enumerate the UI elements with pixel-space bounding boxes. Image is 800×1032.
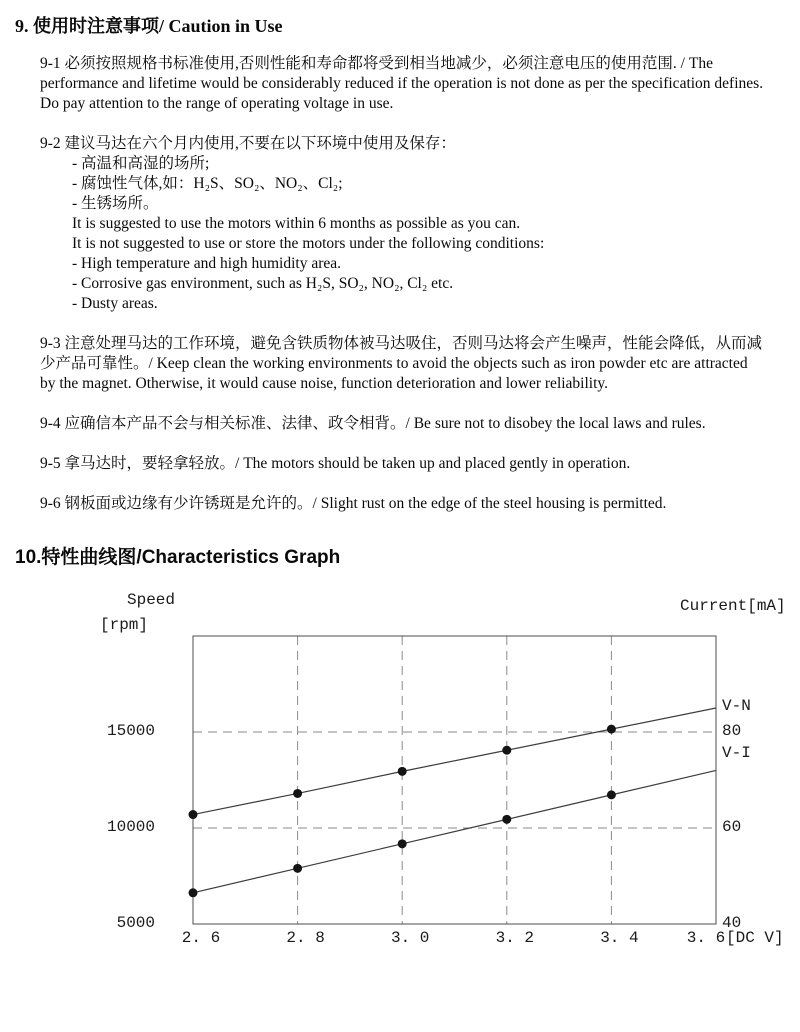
caution-9-2-line: - 高温和高湿的场所;	[72, 155, 210, 172]
x-axis-unit-label: [DC V]	[726, 929, 784, 947]
x-axis-tick-label: 3. 4	[600, 929, 639, 947]
left-axis-tick-label: 10000	[106, 818, 155, 836]
current-axis-label: Current[mA]	[680, 597, 786, 615]
caution-9-2-line: - Corrosive gas environment, such as H₂S, SO₂, NO₂, Cl₂ etc.	[72, 275, 454, 292]
series-line-vi	[193, 770, 716, 892]
caution-item-9-2	[40, 134, 765, 314]
series-label-vn: V-N	[722, 697, 751, 715]
x-axis-tick-label: 3. 2	[495, 929, 534, 947]
data-point-vi	[502, 815, 511, 824]
caution-9-2-intro: 9-2 建议马达在六个月内使用,不要在以下环境中使用及保存：	[40, 135, 456, 152]
characteristics-chart	[15, 588, 785, 970]
chart-canvas	[15, 588, 785, 970]
x-axis-tick-label: 3. 6	[686, 929, 726, 947]
data-point-vn	[502, 746, 511, 755]
data-point-vi	[607, 790, 616, 799]
series-line-vn	[193, 708, 716, 815]
left-axis-tick-label: 5000	[116, 914, 155, 932]
caution-9-2-line: - 生锈场所。	[72, 195, 159, 212]
data-point-vn	[607, 725, 616, 734]
rpm-unit-label: [rpm]	[100, 616, 149, 634]
caution-item-9-3: 9-3 注意处理马达的工作环境，避免含铁质物体被马达吸住，否则马达将会产生噪声，性能会降低，从而减少产品可靠性。/ Keep clean the working environments to avoid the objects such as iron powder etc are attracted by the magnet. Otherwise, it would cause noise, function deterioration and lower reliability.	[40, 335, 763, 392]
data-point-vn	[189, 810, 198, 819]
plot-border	[193, 636, 716, 924]
caution-item-9-6: 9-6 钢板面或边缘有少许锈斑是允许的。/ Slight rust on the edge of the steel housing is permitted.	[40, 495, 667, 512]
caution-item-9-5: 9-5 拿马达时，要轻拿轻放。/ The motors should be taken up and placed gently in operation.	[40, 455, 631, 472]
left-axis-tick-label: 15000	[106, 722, 155, 740]
caution-9-2-line: - 腐蚀性气体,如：H₂S、SO₂、NO₂、Cl₂;	[72, 175, 343, 192]
data-point-vi	[189, 888, 198, 897]
caution-9-2-line: It is not suggested to use or store the motors under the following conditions:	[72, 235, 545, 252]
data-point-vi	[293, 864, 302, 873]
right-axis-tick-label: 80	[722, 722, 742, 740]
right-axis-tick-label: 60	[722, 818, 742, 836]
data-point-vn	[398, 767, 407, 776]
data-point-vn	[293, 789, 302, 798]
x-axis-tick-label: 2. 6	[181, 929, 221, 947]
caution-9-2-sublines	[40, 154, 765, 314]
caution-9-2-line: It is suggested to use the motors within 6 months as possible as you can.	[72, 215, 521, 232]
caution-item-9-1: 9-1 必须按照规格书标准使用,否则性能和寿命都将受到相当地减少，必须注意电压的使用范围. / The performance and lifetime would be considerably reduced if the operation is not done as per the specification defines. Do pay attention to the range of operating voltage in use.	[40, 55, 764, 112]
x-axis-tick-label: 3. 0	[390, 929, 430, 947]
caution-item-9-4: 9-4 应确信本产品不会与相关标准、法律、政令相背。/ Be sure not to disobey the local laws and rules.	[40, 415, 706, 432]
caution-9-2-line: - High temperature and high humidity area.	[72, 255, 342, 272]
section10-heading: 10.特性曲线图/Characteristics Graph	[15, 547, 341, 568]
series-label-vi: V-I	[722, 744, 751, 762]
right-axis-tick-label: 40	[722, 914, 742, 932]
data-point-vi	[398, 839, 407, 848]
section9-items	[15, 54, 765, 514]
speed-axis-label: Speed	[127, 591, 176, 609]
x-axis-tick-label: 2. 8	[286, 929, 325, 947]
section9-heading: 9. 使用时注意事项/ Caution in Use	[15, 16, 283, 36]
caution-9-2-line: - Dusty areas.	[72, 295, 158, 312]
